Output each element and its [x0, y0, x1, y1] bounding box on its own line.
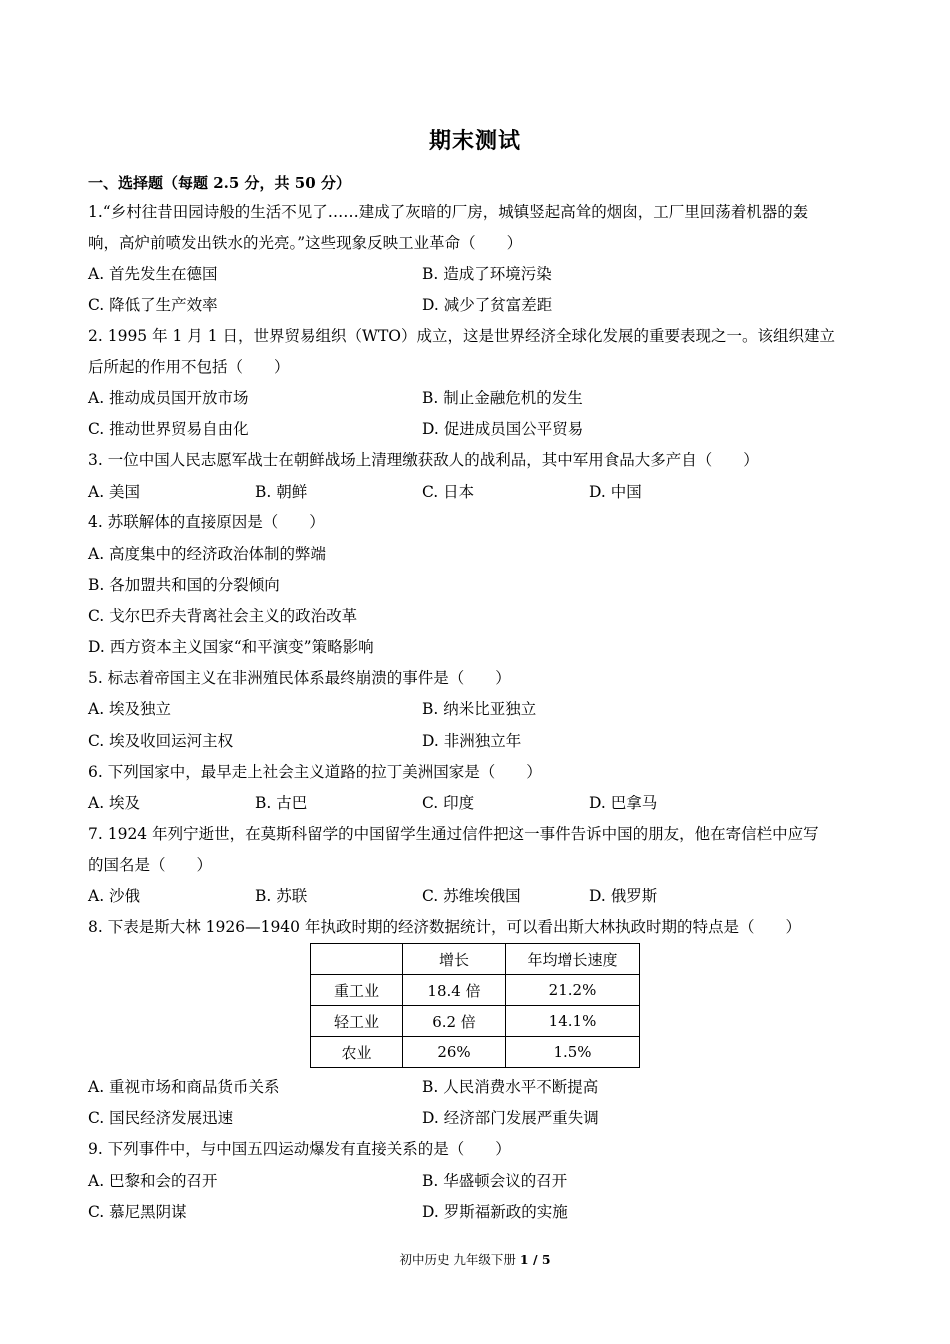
question-1-option-b: B. 造成了环境污染 [422, 265, 552, 283]
question-9-option-d: D. 罗斯福新政的实施 [422, 1203, 568, 1221]
question-1-option-c: C. 降低了生产效率 [88, 296, 218, 314]
question-2-text: 2. 1995 年 1 月 1 日，世界贸易组织（WTO）成立，这是世界经济全球化发展的重要表现之一。该组织建立 [88, 327, 836, 345]
question-5-option-a: A. 埃及独立 [88, 700, 172, 718]
question-6-option-d: D. 巴拿马 [589, 794, 658, 812]
question-6-option-a: A. 埃及 [88, 794, 141, 812]
question-3-option-a: A. 美国 [88, 483, 141, 501]
table-cell: 26% [403, 1037, 506, 1068]
question-5-option-d: D. 非洲独立年 [422, 732, 522, 750]
page-footer [0, 1250, 950, 1268]
table-cell: 14.1% [506, 1006, 640, 1037]
question-1-option-d: D. 减少了贫富差距 [422, 296, 553, 314]
table-cell: 轻工业 [311, 1006, 403, 1037]
page-title: 期末测试 [428, 128, 521, 154]
table-row [311, 975, 640, 1006]
question-9-option-b: B. 华盛顿会议的召开 [422, 1172, 568, 1190]
table-cell: 重工业 [311, 975, 403, 1006]
question-2-option-d: D. 促进成员国公平贸易 [422, 420, 584, 438]
question-2-option-a: A. 推动成员国开放市场 [88, 389, 249, 407]
table-cell: 农业 [311, 1037, 403, 1068]
question-4-option-c: C. 戈尔巴乔夫背离社会主义的政治改革 [88, 607, 358, 625]
table-row [311, 1006, 640, 1037]
question-9-option-c: C. 慕尼黑阴谋 [88, 1203, 187, 1221]
table-header-cell: 增长 [403, 944, 506, 975]
question-7-text-cont: 的国名是（ ） [88, 856, 213, 874]
economic-data-table [310, 943, 640, 1068]
question-2-option-b: B. 制止金融危机的发生 [422, 389, 583, 407]
question-4-option-b: B. 各加盟共和国的分裂倾向 [88, 576, 280, 594]
question-8-option-a: A. 重视市场和商品货币关系 [88, 1078, 280, 1096]
footer-text: 初中历史 九年级下册 [399, 1252, 520, 1267]
question-7-option-d: D. 俄罗斯 [589, 887, 658, 905]
question-8-option-d: D. 经济部门发展严重失调 [422, 1109, 599, 1127]
question-7-text: 7. 1924 年列宁逝世，在莫斯科留学的中国留学生通过信件把这一事件告诉中国的朋友，他在寄信栏中应写 [88, 825, 819, 843]
question-6-text: 6. 下列国家中，最早走上社会主义道路的拉丁美洲国家是（ ） [88, 763, 542, 781]
question-2-option-c: C. 推动世界贸易自由化 [88, 420, 249, 438]
question-1-text-cont: 响，高炉前喷发出铁水的光亮。”这些现象反映工业革命（ ） [88, 234, 523, 252]
question-8-option-b: B. 人民消费水平不断提高 [422, 1078, 599, 1096]
question-1-option-a: A. 首先发生在德国 [88, 265, 218, 283]
question-6-option-b: B. 古巴 [255, 794, 308, 812]
section-heading: 一、选择题（每题 2.5 分，共 50 分） [88, 174, 351, 192]
question-1-text: 1.“乡村往昔田园诗般的生活不见了……建成了灰暗的厂房，城镇竖起高耸的烟囱，工厂里回荡着机器的轰 [88, 203, 809, 221]
question-3-text: 3. 一位中国人民志愿军战士在朝鲜战场上清理缴获敌人的战利品，其中军用食品大多产自（ ） [88, 451, 759, 469]
question-2-text-cont: 后所起的作用不包括（ ） [88, 358, 290, 376]
question-5-text: 5. 标志着帝国主义在非洲殖民体系最终崩溃的事件是（ ） [88, 669, 511, 687]
question-6-option-c: C. 印度 [422, 794, 475, 812]
table-row [311, 1037, 640, 1068]
table-header-row [311, 944, 640, 975]
question-5-option-b: B. 纳米比亚独立 [422, 700, 537, 718]
question-3-option-c: C. 日本 [422, 483, 475, 501]
question-3-option-d: D. 中国 [589, 483, 642, 501]
table-cell: 18.4 倍 [403, 975, 506, 1006]
table-header-cell [311, 944, 403, 975]
question-9-option-a: A. 巴黎和会的召开 [88, 1172, 218, 1190]
question-9-text: 9. 下列事件中，与中国五四运动爆发有直接关系的是（ ） [88, 1140, 511, 1158]
question-3-option-b: B. 朝鲜 [255, 483, 308, 501]
question-4-option-a: A. 高度集中的经济政治体制的弊端 [88, 545, 327, 563]
page-number: 1 / 5 [519, 1252, 551, 1267]
question-7-option-b: B. 苏联 [255, 887, 308, 905]
table-header-cell: 年均增长速度 [506, 944, 640, 975]
table-cell: 1.5% [506, 1037, 640, 1068]
table-cell: 6.2 倍 [403, 1006, 506, 1037]
question-4-text: 4. 苏联解体的直接原因是（ ） [88, 513, 325, 531]
question-7-option-c: C. 苏维埃俄国 [422, 887, 521, 905]
question-4-option-d: D. 西方资本主义国家“和平演变”策略影响 [88, 638, 374, 656]
question-8-text: 8. 下表是斯大林 1926—1940 年执政时期的经济数据统计，可以看出斯大林执政时期的特点是（ ） [88, 918, 801, 936]
question-5-option-c: C. 埃及收回运河主权 [88, 732, 234, 750]
question-8-option-c: C. 国民经济发展迅速 [88, 1109, 234, 1127]
table-cell: 21.2% [506, 975, 640, 1006]
question-7-option-a: A. 沙俄 [88, 887, 141, 905]
